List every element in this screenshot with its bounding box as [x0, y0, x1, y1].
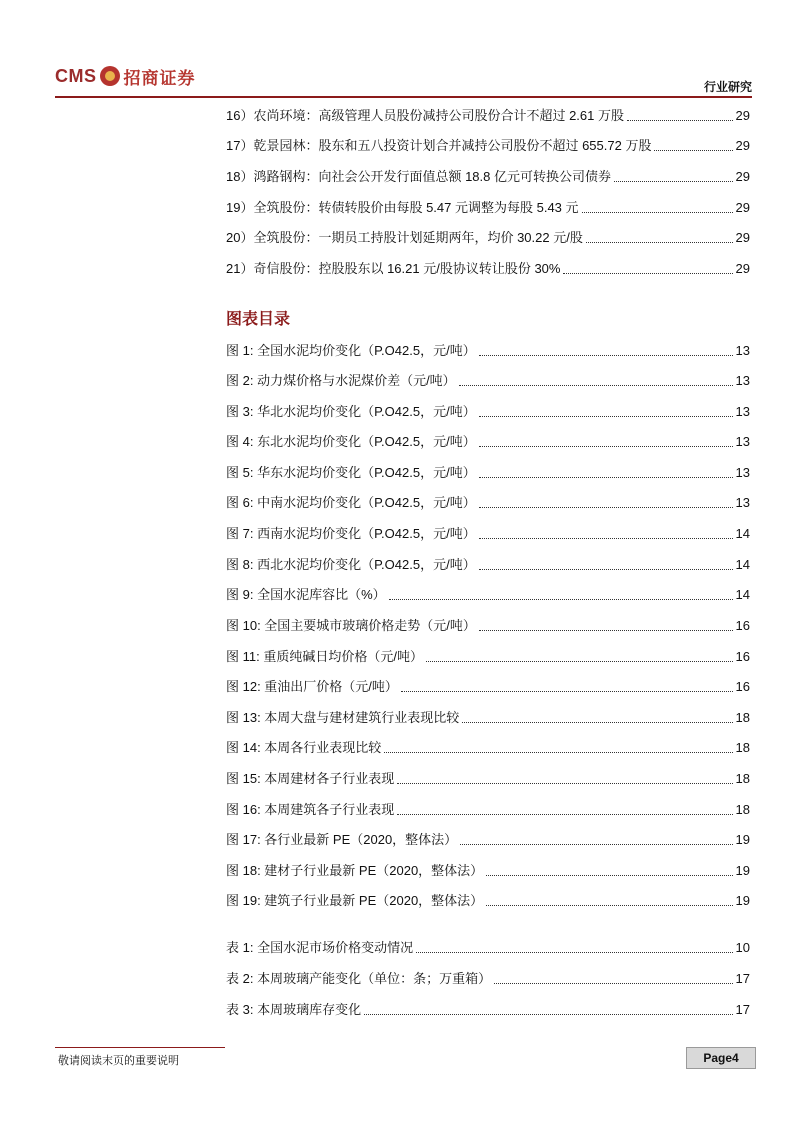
footer-disclaimer: 敬请阅读末页的重要说明	[58, 1055, 179, 1067]
toc-entry-label: 图 16: 本周建筑各子行业表现	[226, 802, 395, 817]
figures-section-title: 图表目录	[226, 311, 291, 328]
toc-figure-item[interactable]	[226, 617, 750, 635]
toc-page-number: 29	[735, 169, 750, 184]
toc-page-number: 17	[735, 971, 750, 986]
toc-entry-label: 16）农尚环境：高级管理人员股份减持公司股份合计不超过 2.61 万股	[226, 108, 624, 123]
toc-entry-label: 图 14: 本周各行业表现比较	[226, 740, 382, 755]
toc-entry-label: 图 4: 东北水泥均价变化（P.O42.5，元/吨）	[226, 434, 476, 449]
toc-entry-label: 图 13: 本周大盘与建材建筑行业表现比较	[226, 710, 460, 725]
toc-page-number: 18	[735, 740, 750, 755]
toc-entry-label: 图 6: 中南水泥均价变化（P.O42.5，元/吨）	[226, 495, 476, 510]
toc-news-item[interactable]	[226, 199, 750, 217]
toc-entry-label: 表 1: 全国水泥市场价格变动情况	[226, 940, 414, 955]
toc-figure-item[interactable]	[226, 342, 750, 360]
dot-leader	[459, 384, 733, 386]
toc-news-item[interactable]	[226, 260, 750, 278]
toc-entry-label: 图 10: 全国主要城市玻璃价格走势（元/吨）	[226, 618, 476, 633]
toc-entry-label: 图 7: 西南水泥均价变化（P.O42.5，元/吨）	[226, 526, 476, 541]
toc-figure-item[interactable]	[226, 892, 750, 910]
toc-news-item[interactable]	[226, 229, 750, 247]
toc-figure-item[interactable]	[226, 739, 750, 757]
toc-figure-item[interactable]	[226, 372, 750, 390]
dot-leader	[627, 119, 733, 121]
toc-entry-label: 图 3: 华北水泥均价变化（P.O42.5，元/吨）	[226, 404, 476, 419]
dot-leader	[389, 598, 733, 600]
toc-figure-item[interactable]	[226, 464, 750, 482]
toc-entry-label: 图 12: 重油出厂价格（元/吨）	[226, 679, 398, 694]
dot-leader	[364, 1013, 732, 1015]
toc-figure-item[interactable]	[226, 831, 750, 849]
dot-leader	[486, 904, 732, 906]
toc-entry-label: 图 17: 各行业最新 PE（2020，整体法）	[226, 832, 458, 847]
toc-page-number: 13	[735, 373, 750, 388]
toc-page-number: 10	[735, 940, 750, 955]
toc-figure-item[interactable]	[226, 678, 750, 696]
toc-page-number: 18	[735, 710, 750, 725]
toc-figure-item[interactable]	[226, 801, 750, 819]
toc-entry-label: 19）全筑股份：转债转股价由每股 5.47 元调整为每股 5.43 元	[226, 200, 579, 215]
dot-leader	[416, 951, 732, 953]
toc-entry-label: 图 8: 西北水泥均价变化（P.O42.5，元/吨）	[226, 557, 476, 572]
toc-figure-item[interactable]	[226, 648, 750, 666]
dot-leader	[479, 354, 733, 356]
toc-page-number: 13	[735, 434, 750, 449]
toc-page-number: 16	[735, 618, 750, 633]
dot-leader	[426, 660, 733, 662]
dot-leader	[397, 813, 732, 815]
toc-page-number: 14	[735, 587, 750, 602]
toc-page-number: 14	[735, 526, 750, 541]
toc-entry-label: 图 19: 建筑子行业最新 PE（2020，整体法）	[226, 893, 484, 908]
toc-entry-label: 图 9: 全国水泥库容比（%）	[226, 587, 386, 602]
dot-leader	[479, 537, 733, 539]
toc-page-number: 13	[735, 404, 750, 419]
toc-entry-label: 图 1: 全国水泥均价变化（P.O42.5，元/吨）	[226, 343, 476, 358]
toc-page-number: 18	[735, 802, 750, 817]
dot-leader	[462, 721, 732, 723]
toc-page-number: 19	[735, 832, 750, 847]
dot-leader	[479, 445, 733, 447]
toc-page-number: 29	[735, 108, 750, 123]
toc-entry-label: 20）全筑股份：一期员工持股计划延期两年，均价 30.22 元/股	[226, 230, 583, 245]
logo-company-name: 招商证券	[123, 68, 196, 89]
toc-page-number: 16	[735, 649, 750, 664]
toc-page-number: 17	[735, 1002, 750, 1017]
toc-page-number: 13	[735, 343, 750, 358]
toc-entry-label: 图 5: 华东水泥均价变化（P.O42.5，元/吨）	[226, 465, 476, 480]
toc-table-item[interactable]	[226, 970, 750, 988]
report-type-label: 行业研究	[703, 80, 752, 94]
toc-figure-item[interactable]	[226, 770, 750, 788]
page-number-badge: Page4	[686, 1047, 756, 1069]
dot-leader	[479, 629, 733, 631]
toc-figure-item[interactable]	[226, 862, 750, 880]
toc-page-number: 19	[735, 863, 750, 878]
dot-leader	[384, 751, 732, 753]
dot-leader	[582, 211, 733, 213]
toc-page-number: 29	[735, 200, 750, 215]
toc-page-number: 13	[735, 465, 750, 480]
toc-figure-item[interactable]	[226, 433, 750, 451]
toc-page-number: 18	[735, 771, 750, 786]
toc-table-item[interactable]	[226, 1001, 750, 1019]
dot-leader	[479, 568, 733, 570]
toc-entry-label: 表 3: 本周玻璃库存变化	[226, 1002, 362, 1017]
toc-news-item[interactable]	[226, 168, 750, 186]
toc-page-number: 19	[735, 893, 750, 908]
logo-cms-text: CMS	[55, 65, 97, 86]
toc-page-number: 16	[735, 679, 750, 694]
dot-leader	[479, 506, 733, 508]
logo-emblem-icon	[100, 66, 120, 86]
header-divider	[55, 96, 752, 98]
dot-leader	[401, 690, 733, 692]
toc-entry-label: 17）乾景园林：股东和五八投资计划合并减持公司股份不超过 655.72 万股	[226, 138, 652, 153]
dot-leader	[460, 843, 732, 845]
dot-leader	[397, 782, 732, 784]
footer-divider	[55, 1047, 225, 1048]
toc-entry-label: 图 18: 建材子行业最新 PE（2020，整体法）	[226, 863, 484, 878]
dot-leader	[563, 272, 732, 274]
dot-leader	[479, 476, 733, 478]
toc-figure-item[interactable]	[226, 709, 750, 727]
dot-leader	[486, 874, 732, 876]
toc-table-item[interactable]	[226, 939, 750, 957]
dot-leader	[479, 415, 733, 417]
toc-page-number: 29	[735, 261, 750, 276]
toc-figure-item[interactable]	[226, 586, 750, 604]
dot-leader	[586, 241, 733, 243]
company-logo	[55, 62, 196, 90]
toc-news-item[interactable]	[226, 137, 750, 155]
toc-entry-label: 18）鸿路钢构：向社会公开发行面值总额 18.8 亿元可转换公司债券	[226, 169, 611, 184]
toc-page-number: 14	[735, 557, 750, 572]
toc-page-number: 13	[735, 495, 750, 510]
toc-figure-item[interactable]	[226, 494, 750, 512]
toc-page-number: 29	[735, 138, 750, 153]
toc-figure-item[interactable]	[226, 403, 750, 421]
toc-entry-label: 表 2: 本周玻璃产能变化（单位：条；万重箱）	[226, 971, 492, 986]
dot-leader	[494, 982, 732, 984]
page-header	[55, 62, 752, 98]
toc-figure-item[interactable]	[226, 556, 750, 574]
dot-leader	[654, 149, 732, 151]
toc-page-number: 29	[735, 230, 750, 245]
dot-leader	[614, 180, 733, 182]
toc-entry-label: 图 2: 动力煤价格与水泥煤价差（元/吨）	[226, 373, 456, 388]
toc-entry-label: 21）奇信股份：控股股东以 16.21 元/股协议转让股份 30%	[226, 261, 561, 276]
toc-news-item[interactable]	[226, 107, 750, 125]
toc-entry-label: 图 11: 重质纯碱日均价格（元/吨）	[226, 649, 423, 664]
toc-figure-item[interactable]	[226, 525, 750, 543]
toc-entry-label: 图 15: 本周建材各子行业表现	[226, 771, 395, 786]
